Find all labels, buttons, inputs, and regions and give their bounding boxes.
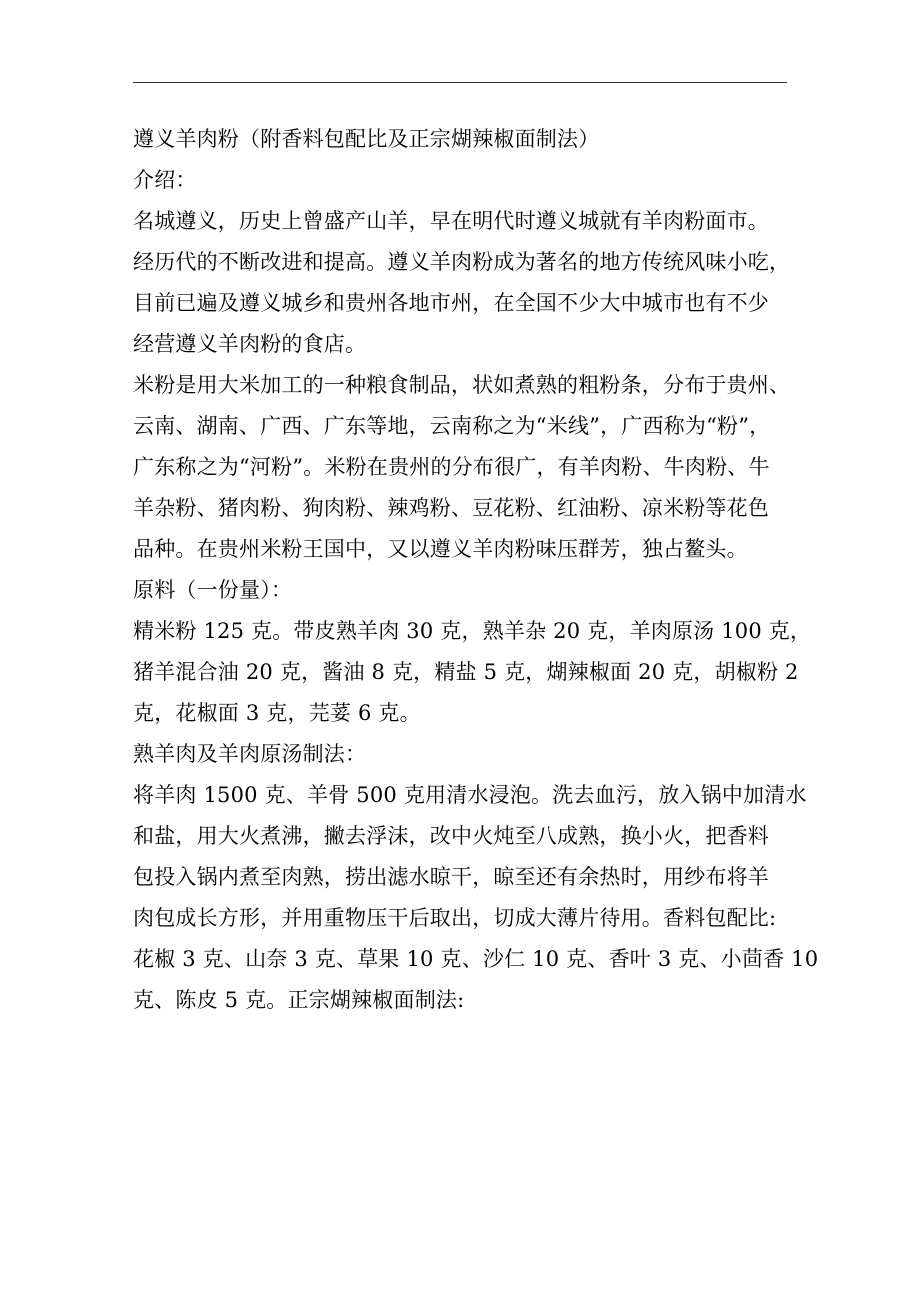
text-line: 米粉是用大米加工的一种粮食制品，状如煮熟的粗粉条，分布于贵州、 bbox=[133, 373, 791, 397]
text-line: 广东称之为“河粉”。米粉在贵州的分布很广，有羊肉粉、牛肉粉、牛 bbox=[133, 455, 770, 479]
text-line: 羊杂粉、猪肉粉、狗肉粉、辣鸡粉、豆花粉、红油粉、凉米粉等花色 bbox=[133, 496, 769, 520]
text-line: 猪羊混合油 20 克，酱油 8 克，精盐 5 克，煳辣椒面 20 克，胡椒粉 2 bbox=[133, 660, 799, 684]
text-line: 肉包成长方形，并用重物压干后取出，切成大薄片待用。香料包配比: bbox=[133, 906, 777, 930]
text-line: 包投入锅内煮至肉熟，捞出滤水晾干，晾至还有余热时，用纱布将羊 bbox=[133, 865, 769, 889]
text-line: 经历代的不断改进和提高。遵义羊肉粉成为著名的地方传统风味小吃， bbox=[133, 250, 791, 274]
text-line: 品种。在贵州米粉王国中，又以遵义羊肉粉味压群芳，独占鳌头。 bbox=[133, 537, 748, 561]
text-line: 克，花椒面 3 克，芫荽 6 克。 bbox=[133, 701, 421, 725]
document-title: 遵义羊肉粉（附香料包配比及正宗煳辣椒面制法） bbox=[133, 127, 600, 151]
text-line: 和盐，用大火煮沸，撇去浮沫，改中火炖至八成熟，换小火，把香料 bbox=[133, 824, 769, 848]
document-body bbox=[133, 119, 819, 1021]
text-line: 目前已遍及遵义城乡和贵州各地市州，在全国不少大中城市也有不少 bbox=[133, 291, 769, 315]
section-heading-ingredients: 原料（一份量）： bbox=[133, 578, 293, 602]
text-line: 花椒 3 克、山奈 3 克、草果 10 克、沙仁 10 克、香叶 3 克、小茴香 10 bbox=[133, 947, 819, 971]
section-heading-intro: 介绍： bbox=[133, 168, 197, 192]
text-line: 经营遵义羊肉粉的食店。 bbox=[133, 332, 367, 356]
text-line: 将羊肉 1500 克、羊骨 500 克用清水浸泡。洗去血污，放入锅中加清水 bbox=[133, 783, 807, 807]
header-divider bbox=[133, 82, 787, 83]
text-line: 云南、湖南、广西、广东等地，云南称之为“米线”，广西称为“粉”， bbox=[133, 414, 771, 438]
section-heading-method: 熟羊肉及羊肉原汤制法： bbox=[133, 742, 367, 766]
text-line: 名城遵义，历史上曾盛产山羊，早在明代时遵义城就有羊肉粉面市。 bbox=[133, 209, 769, 233]
text-line: 精米粉 125 克。带皮熟羊肉 30 克，熟羊杂 20 克，羊肉原汤 100 克， bbox=[133, 619, 812, 643]
text-line: 克、陈皮 5 克。正宗煳辣椒面制法: bbox=[133, 988, 465, 1012]
